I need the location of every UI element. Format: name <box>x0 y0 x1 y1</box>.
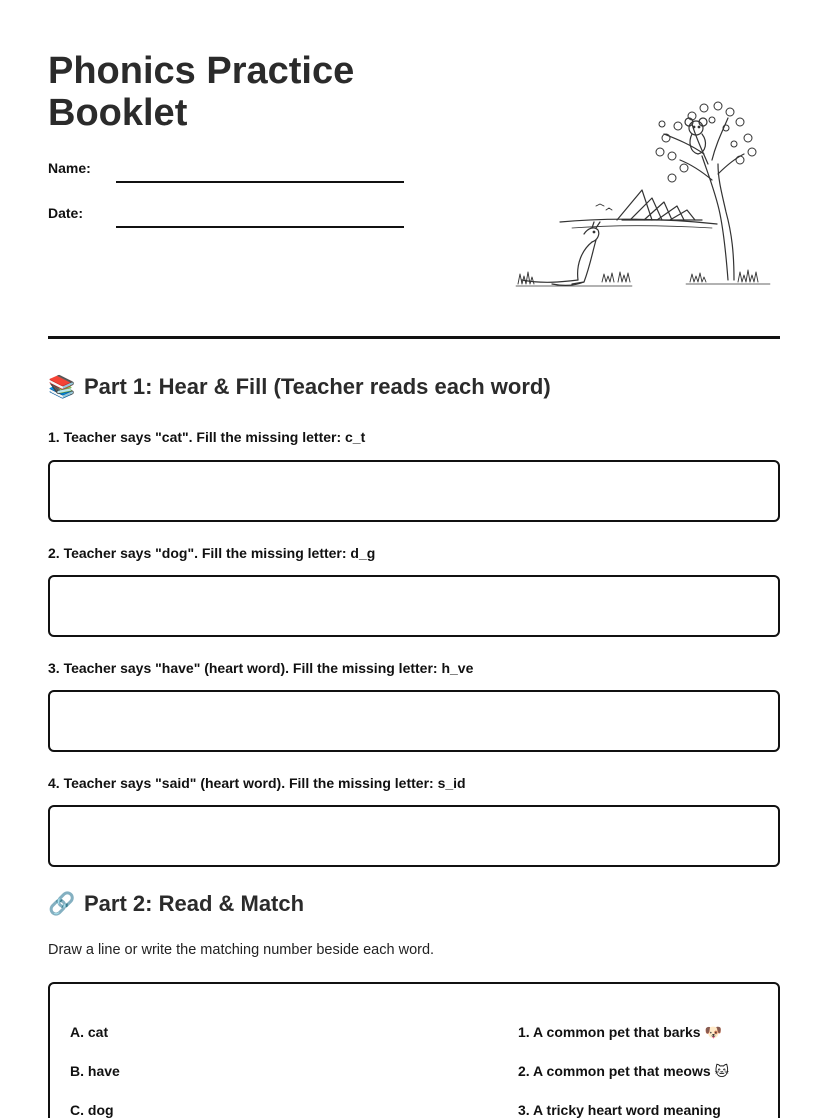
answer-box-2[interactable] <box>48 575 780 637</box>
answer-box-1[interactable] <box>48 460 780 522</box>
books-icon: 📚 <box>48 374 76 399</box>
tree-drawing <box>656 102 756 280</box>
match-meaning-2[interactable]: 2. A common pet that meows 🐱 <box>518 1063 730 1079</box>
opera-house-drawing <box>617 190 702 220</box>
kangaroo-drawing <box>522 222 600 285</box>
question-4: 4. Teacher says "said" (heart word). Fill the missing letter: s_id <box>48 775 466 791</box>
header-divider <box>48 336 780 339</box>
question-1: 1. Teacher says "cat". Fill the missing letter: c_t <box>48 429 366 445</box>
answer-box-3[interactable] <box>48 690 780 752</box>
grass-drawing <box>516 270 770 286</box>
match-word-a[interactable]: A. cat <box>70 1024 109 1040</box>
page-title: Phonics Practice Booklet <box>48 50 355 134</box>
part1-heading-text: Part 1: Hear & Fill (Teacher reads each word) <box>84 374 551 399</box>
question-2: 2. Teacher says "dog". Fill the missing letter: d_g <box>48 545 376 561</box>
date-label: Date: <box>48 205 84 221</box>
link-icon: 🔗 <box>48 891 76 916</box>
australia-illustration <box>512 94 774 294</box>
match-word-c[interactable]: C. dog <box>70 1102 114 1118</box>
part2-heading <box>48 891 304 917</box>
part2-instructions: Draw a line or write the matching number beside each word. <box>48 942 435 958</box>
match-meaning-3[interactable]: 3. A tricky heart word meaning <box>518 1102 721 1118</box>
question-3: 3. Teacher says "have" (heart word). Fill the missing letter: h_ve <box>48 660 474 676</box>
name-label: Name: <box>48 160 91 176</box>
match-word-b[interactable]: B. have <box>70 1063 120 1079</box>
answer-box-4[interactable] <box>48 805 780 867</box>
match-box <box>48 982 780 1118</box>
date-field-line[interactable] <box>116 226 404 228</box>
match-meaning-1[interactable]: 1. A common pet that barks 🐶 <box>518 1024 722 1040</box>
part1-heading <box>48 374 551 400</box>
part2-heading-text: Part 2: Read & Match <box>84 891 305 916</box>
name-field-line[interactable] <box>116 181 404 183</box>
